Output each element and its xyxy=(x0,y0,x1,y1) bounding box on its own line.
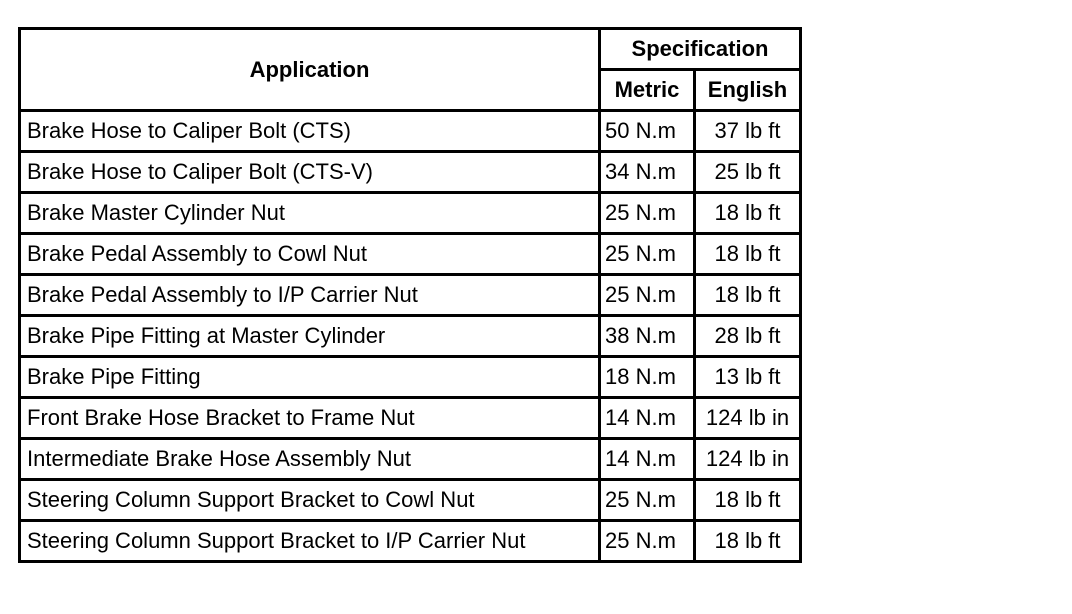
table-row xyxy=(21,481,799,522)
application-cell: Brake Pipe Fitting xyxy=(21,358,601,399)
table-body xyxy=(21,112,799,560)
application-cell: Brake Hose to Caliper Bolt (CTS-V) xyxy=(21,153,601,194)
application-cell: Brake Pipe Fitting at Master Cylinder xyxy=(21,317,601,358)
application-cell: Intermediate Brake Hose Assembly Nut xyxy=(21,440,601,481)
application-cell: Steering Column Support Bracket to I/P Carrier Nut xyxy=(21,522,601,560)
english-value-cell: 28 lb ft xyxy=(696,317,799,358)
application-cell: Brake Hose to Caliper Bolt (CTS) xyxy=(21,112,601,153)
table-row xyxy=(21,399,799,440)
metric-value-cell: 25 N.m xyxy=(601,235,696,276)
application-cell: Brake Pedal Assembly to Cowl Nut xyxy=(21,235,601,276)
application-cell: Front Brake Hose Bracket to Frame Nut xyxy=(21,399,601,440)
application-cell: Brake Pedal Assembly to I/P Carrier Nut xyxy=(21,276,601,317)
english-column-header: English xyxy=(696,71,799,112)
table-row xyxy=(21,317,799,358)
english-value-cell: 18 lb ft xyxy=(696,522,799,560)
english-value-cell: 18 lb ft xyxy=(696,235,799,276)
english-value-cell: 18 lb ft xyxy=(696,276,799,317)
english-value-cell: 37 lb ft xyxy=(696,112,799,153)
metric-value-cell: 14 N.m xyxy=(601,440,696,481)
table-row xyxy=(21,276,799,317)
specification-column-header: Specification xyxy=(601,30,799,71)
header-row-top xyxy=(21,30,799,71)
table-row xyxy=(21,358,799,399)
metric-value-cell: 34 N.m xyxy=(601,153,696,194)
metric-value-cell: 25 N.m xyxy=(601,522,696,560)
english-value-cell: 18 lb ft xyxy=(696,481,799,522)
table-row xyxy=(21,235,799,276)
metric-value-cell: 50 N.m xyxy=(601,112,696,153)
metric-value-cell: 38 N.m xyxy=(601,317,696,358)
torque-spec-table xyxy=(18,27,802,563)
english-value-cell: 18 lb ft xyxy=(696,194,799,235)
table-row xyxy=(21,112,799,153)
table-row xyxy=(21,522,799,560)
english-value-cell: 124 lb in xyxy=(696,399,799,440)
metric-value-cell: 14 N.m xyxy=(601,399,696,440)
metric-value-cell: 25 N.m xyxy=(601,194,696,235)
table-row xyxy=(21,153,799,194)
english-value-cell: 124 lb in xyxy=(696,440,799,481)
metric-value-cell: 25 N.m xyxy=(601,481,696,522)
metric-value-cell: 25 N.m xyxy=(601,276,696,317)
english-value-cell: 13 lb ft xyxy=(696,358,799,399)
application-column-header: Application xyxy=(21,30,601,112)
application-cell: Steering Column Support Bracket to Cowl Nut xyxy=(21,481,601,522)
application-cell: Brake Master Cylinder Nut xyxy=(21,194,601,235)
table-row xyxy=(21,194,799,235)
table-row xyxy=(21,440,799,481)
metric-column-header: Metric xyxy=(601,71,696,112)
metric-value-cell: 18 N.m xyxy=(601,358,696,399)
table-header xyxy=(21,30,799,112)
english-value-cell: 25 lb ft xyxy=(696,153,799,194)
